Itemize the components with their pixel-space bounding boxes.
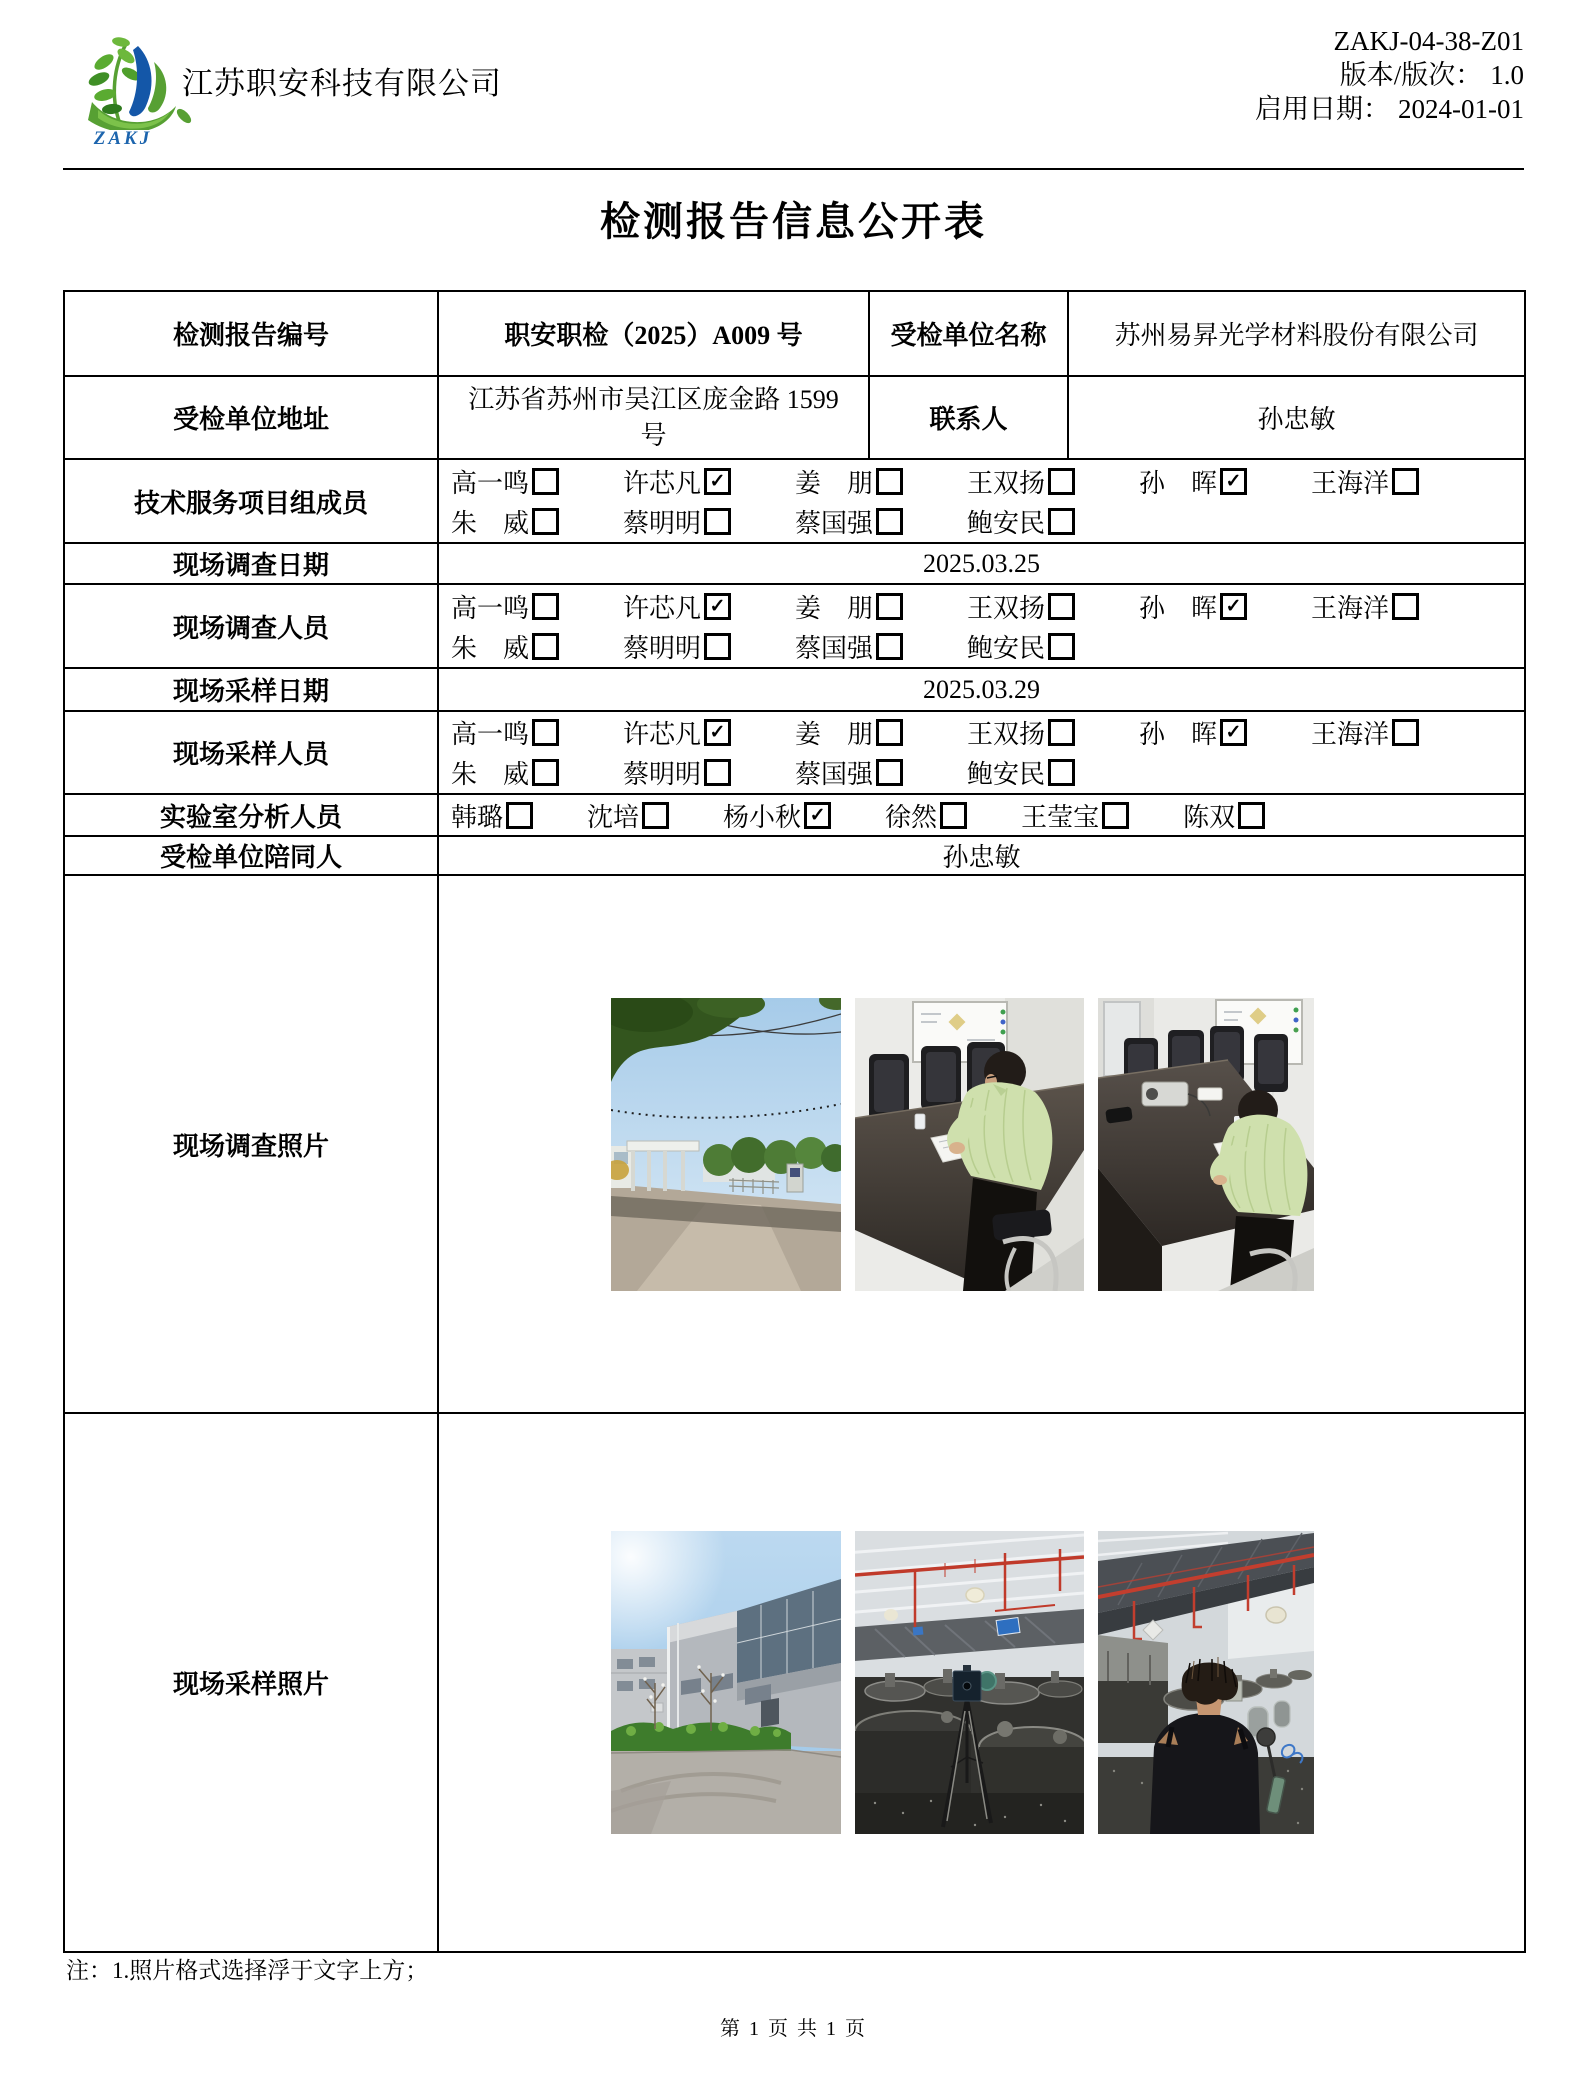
survey-photos-label: 现场调查照片 xyxy=(64,875,438,1413)
lab-staff-label: 实验室分析人员 xyxy=(64,794,438,836)
member-name: 王海洋 xyxy=(1311,593,1390,623)
member-name: 高一鸣 xyxy=(451,468,530,498)
checkbox xyxy=(876,508,903,535)
member-item xyxy=(587,797,669,834)
document-meta xyxy=(1255,24,1524,126)
member-item xyxy=(623,503,795,540)
member-item xyxy=(795,628,967,665)
checkbox xyxy=(532,633,559,660)
member-name: 姜 朋 xyxy=(795,593,874,623)
member-name: 杨小秋 xyxy=(723,802,802,832)
checkbox xyxy=(876,593,903,620)
member-name: 孙 晖 xyxy=(1139,468,1218,498)
member-name: 王双扬 xyxy=(967,720,1046,749)
member-item xyxy=(623,714,795,751)
checkbox: ✓ xyxy=(704,468,731,495)
checkbox: ✓ xyxy=(1220,719,1247,746)
member-name: 蔡国强 xyxy=(795,508,874,538)
sampling-date-value: 2025.03.29 xyxy=(438,668,1525,711)
page-title: 检测报告信息公开表 xyxy=(600,199,987,244)
member-name: 蔡国强 xyxy=(795,760,874,789)
member-item xyxy=(451,797,533,834)
member-item xyxy=(795,754,967,791)
checkbox xyxy=(876,759,903,786)
member-item xyxy=(451,463,623,500)
photo-workshop-tripod xyxy=(855,1531,1084,1834)
version-value: 1.0 xyxy=(1490,60,1524,90)
member-item xyxy=(1183,797,1265,834)
checkbox xyxy=(1392,468,1419,495)
member-name: 王双扬 xyxy=(967,593,1046,623)
member-name: 蔡明明 xyxy=(623,508,702,538)
photo-building-exterior xyxy=(611,1531,841,1834)
member-name: 王莹宝 xyxy=(1021,802,1100,832)
checkbox xyxy=(876,719,903,746)
member-item xyxy=(623,588,795,625)
member-name: 朱 威 xyxy=(451,760,530,789)
checkbox xyxy=(1048,759,1075,786)
header-rule xyxy=(63,168,1524,170)
date-label: 启用日期： xyxy=(1255,94,1391,124)
member-item xyxy=(795,714,967,751)
member-name: 许芯凡 xyxy=(623,593,702,623)
sampling-staff-label: 现场采样人员 xyxy=(64,711,438,794)
sampling-photos xyxy=(611,1531,1524,1834)
checkbox: ✓ xyxy=(1220,468,1247,495)
member-item xyxy=(623,463,795,500)
member-name: 姜 朋 xyxy=(795,468,874,498)
member-name: 韩璐 xyxy=(451,802,504,832)
member-item xyxy=(1021,797,1129,834)
checkbox xyxy=(506,802,533,829)
checkbox xyxy=(704,508,731,535)
checkbox xyxy=(1392,719,1419,746)
member-item xyxy=(1311,588,1483,625)
member-item xyxy=(795,463,967,500)
report-info-table xyxy=(63,290,1526,1953)
member-name: 姜 朋 xyxy=(795,720,874,749)
member-name: 沈培 xyxy=(587,802,640,832)
checkbox xyxy=(704,759,731,786)
checkbox xyxy=(532,719,559,746)
team-members xyxy=(439,461,1524,541)
org-name-label: 受检单位名称 xyxy=(869,291,1068,376)
logo-text: ZAKJ xyxy=(93,128,153,149)
escort-label: 受检单位陪同人 xyxy=(64,836,438,875)
sampling-date-label: 现场采样日期 xyxy=(64,668,438,711)
version-label: 版本/版次： xyxy=(1339,60,1483,90)
member-item xyxy=(967,588,1139,625)
member-item xyxy=(967,754,1139,791)
checkbox xyxy=(1392,593,1419,620)
team-label: 技术服务项目组成员 xyxy=(64,459,438,543)
member-item xyxy=(1139,463,1311,500)
survey-staff-label: 现场调查人员 xyxy=(64,584,438,668)
member-name: 王海洋 xyxy=(1311,468,1390,498)
member-name: 高一鸣 xyxy=(451,593,530,623)
photo-meeting-room-2 xyxy=(1098,998,1314,1291)
report-no-label: 检测报告编号 xyxy=(64,291,438,376)
member-name: 蔡明明 xyxy=(623,633,702,663)
photo-workshop-person xyxy=(1098,1531,1314,1834)
checkbox: ✓ xyxy=(804,802,831,829)
member-item xyxy=(623,754,795,791)
photo-meeting-room-1 xyxy=(855,998,1084,1291)
member-item xyxy=(451,754,623,791)
member-item xyxy=(1311,463,1483,500)
member-item xyxy=(885,797,967,834)
doc-code: ZAKJ-04-38-Z01 xyxy=(1333,26,1524,56)
contact-value: 孙忠敏 xyxy=(1068,376,1525,459)
checkbox xyxy=(1048,633,1075,660)
checkbox xyxy=(1048,468,1075,495)
contact-label: 联系人 xyxy=(869,376,1068,459)
member-name: 鲍安民 xyxy=(967,633,1046,663)
checkbox xyxy=(532,593,559,620)
survey-staff xyxy=(439,586,1524,666)
checkbox: ✓ xyxy=(704,719,731,746)
member-item xyxy=(967,628,1139,665)
member-item xyxy=(967,463,1139,500)
checkbox xyxy=(704,633,731,660)
member-name: 朱 威 xyxy=(451,633,530,663)
date-value: 2024-01-01 xyxy=(1398,94,1524,124)
member-name: 朱 威 xyxy=(451,508,530,538)
member-item xyxy=(451,628,623,665)
escort-value: 孙忠敏 xyxy=(438,836,1525,875)
member-item xyxy=(1311,714,1483,751)
checkbox xyxy=(1048,593,1075,620)
checkbox: ✓ xyxy=(1220,593,1247,620)
checkbox xyxy=(1048,508,1075,535)
member-name: 陈双 xyxy=(1183,802,1236,832)
checkbox xyxy=(532,508,559,535)
member-item xyxy=(967,714,1139,751)
checkbox xyxy=(1238,802,1265,829)
survey-date-label: 现场调查日期 xyxy=(64,543,438,584)
member-name: 鲍安民 xyxy=(967,508,1046,538)
member-item xyxy=(967,503,1139,540)
doc-effective-date xyxy=(1255,92,1524,126)
report-no-value: 职安职检（2025）A009 号 xyxy=(438,291,869,376)
lab-staff xyxy=(439,795,1524,835)
member-name: 许芯凡 xyxy=(623,468,702,498)
checkbox xyxy=(876,633,903,660)
doc-version xyxy=(1255,58,1524,92)
member-name: 许芯凡 xyxy=(623,720,702,749)
member-item xyxy=(795,588,967,625)
member-name: 蔡明明 xyxy=(623,760,702,789)
member-name: 高一鸣 xyxy=(451,720,530,749)
checkbox xyxy=(532,468,559,495)
member-item xyxy=(623,628,795,665)
member-item xyxy=(795,503,967,540)
member-item xyxy=(451,588,623,625)
checkbox xyxy=(876,468,903,495)
sampling-photos-label: 现场采样照片 xyxy=(64,1413,438,1952)
member-name: 王海洋 xyxy=(1311,720,1390,749)
footnote: 注：1.照片格式选择浮于文字上方； xyxy=(66,1958,429,1983)
checkbox xyxy=(642,802,669,829)
member-name: 孙 晖 xyxy=(1139,593,1218,623)
member-item xyxy=(723,797,831,834)
member-name: 孙 晖 xyxy=(1139,720,1218,749)
member-name: 徐然 xyxy=(885,802,938,832)
sampling-staff xyxy=(439,713,1524,793)
org-name-value: 苏州易昇光学材料股份有限公司 xyxy=(1068,291,1525,376)
company-name: 江苏职安科技有限公司 xyxy=(182,66,502,101)
member-item xyxy=(451,714,623,751)
member-item xyxy=(451,503,623,540)
address-label: 受检单位地址 xyxy=(64,376,438,459)
member-name: 王双扬 xyxy=(967,468,1046,498)
checkbox: ✓ xyxy=(704,593,731,620)
member-item xyxy=(1139,714,1311,751)
member-item xyxy=(1139,588,1311,625)
survey-photos xyxy=(611,998,1524,1291)
checkbox xyxy=(532,759,559,786)
checkbox xyxy=(1102,802,1129,829)
checkbox xyxy=(940,802,967,829)
address-value: 江苏省苏州市吴江区庞金路 1599 号 xyxy=(468,384,839,450)
survey-date-value: 2025.03.25 xyxy=(438,543,1525,584)
checkbox xyxy=(1048,719,1075,746)
photo-factory-gate xyxy=(611,998,841,1291)
page-number: 第 1 页 共 1 页 xyxy=(720,2018,867,2040)
member-name: 鲍安民 xyxy=(967,760,1046,789)
member-name: 蔡国强 xyxy=(795,633,874,663)
